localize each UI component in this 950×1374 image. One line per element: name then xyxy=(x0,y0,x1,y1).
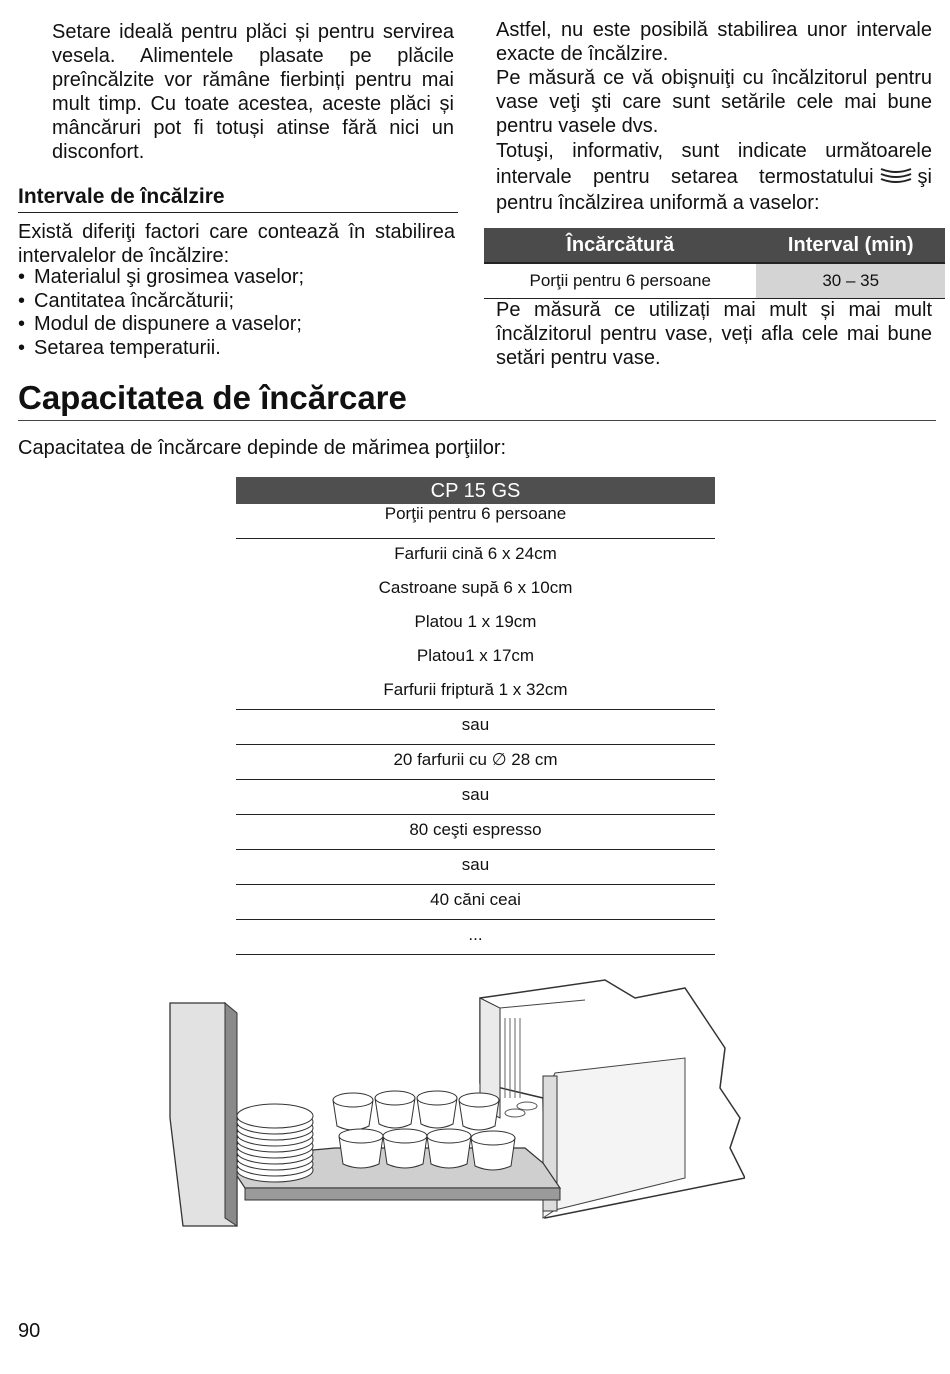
list-item: • Cantitatea încărcăturii; xyxy=(18,290,455,314)
table-cell-interval: 30 – 35 xyxy=(756,263,945,299)
table-row: sau xyxy=(236,780,715,815)
table-header-load: Încărcătură xyxy=(484,228,756,263)
table-row: 80 ceşti espresso xyxy=(236,815,715,850)
table-row: Platou 1 x 19cm xyxy=(414,612,537,631)
right-paragraph-4: Pe măsură ce utilizați mai mult și mai mult încălzitorul pentru vase, veți afla cele mai bune setări pentru vase. xyxy=(496,299,932,369)
page-number: 90 xyxy=(18,1320,41,1342)
right-paragraph-2: Pe măsură ce vă obişnuiţi cu încălzitorul pentru vase veţi şti care sunt setările cele mai bune pentru vasele dvs. xyxy=(496,67,932,137)
list-item: • Setarea temperaturii. xyxy=(18,337,455,361)
list-item: • Modul de dispunere a vaselor; xyxy=(18,313,455,337)
p3-text-before: Totuşi, informativ, sunt indicate următoarele intervale pentru setarea termostatului xyxy=(496,140,932,188)
table-row: Platou1 x 17cm xyxy=(416,646,535,665)
plate-stack-heat-icon xyxy=(878,165,914,185)
warming-drawer-illustration xyxy=(165,978,745,1233)
table-row xyxy=(484,263,945,299)
heating-interval-table xyxy=(484,228,945,299)
table-cell-load: Porţii pentru 6 persoane xyxy=(529,271,711,290)
right-paragraph-1: Astfel, nu este posibilă stabilirea unor intervale exacte de încălzire. xyxy=(496,19,932,65)
capacity-table-header: CP 15 GS xyxy=(236,477,715,504)
table-row: sau xyxy=(236,710,715,745)
page-title: Capacitatea de încărcare xyxy=(18,378,936,421)
drawer-drawing-svg xyxy=(165,978,745,1228)
factors-intro: Există diferiţi factori care contează în stabilirea intervalelor de încălzire: xyxy=(18,221,455,267)
p3-text-after: şi pentru încălzirea uniformă a vaselor: xyxy=(496,166,932,214)
factors-list xyxy=(18,266,455,360)
table-row: Castroane supă 6 x 10cm xyxy=(378,578,573,597)
table-row: ... xyxy=(236,920,715,955)
table-header-interval: Interval (min) xyxy=(756,228,945,263)
list-item: • Materialul şi grosimea vaselor; xyxy=(18,266,455,290)
table-row: 20 farfurii cu ∅ 28 cm xyxy=(236,745,715,780)
table-row: 40 căni ceai xyxy=(236,885,715,920)
table-row: Farfurii friptură 1 x 32cm xyxy=(236,675,715,710)
intro-paragraph: Setare ideală pentru plăci și pentru servirea vesela. Alimentele plasate pe plăcile preîncălzite vor rămâne fierbinți pentru mai mult timp. Cu toate acestea, aceste plăci și mâncăruri pot fi totuși atinse fără nici un disconfort. xyxy=(52,21,454,163)
section-heading-heating-intervals: Intervale de încălzire xyxy=(18,185,458,213)
capacity-intro: Capacitatea de încărcare depinde de mărimea porţiilor: xyxy=(18,437,507,459)
capacity-table xyxy=(236,477,715,955)
table-row: Porţii pentru 6 persoane xyxy=(236,504,715,539)
right-paragraph-3 xyxy=(496,138,932,216)
table-row: sau xyxy=(236,850,715,885)
table-row: Farfurii cină 6 x 24cm xyxy=(394,544,557,563)
